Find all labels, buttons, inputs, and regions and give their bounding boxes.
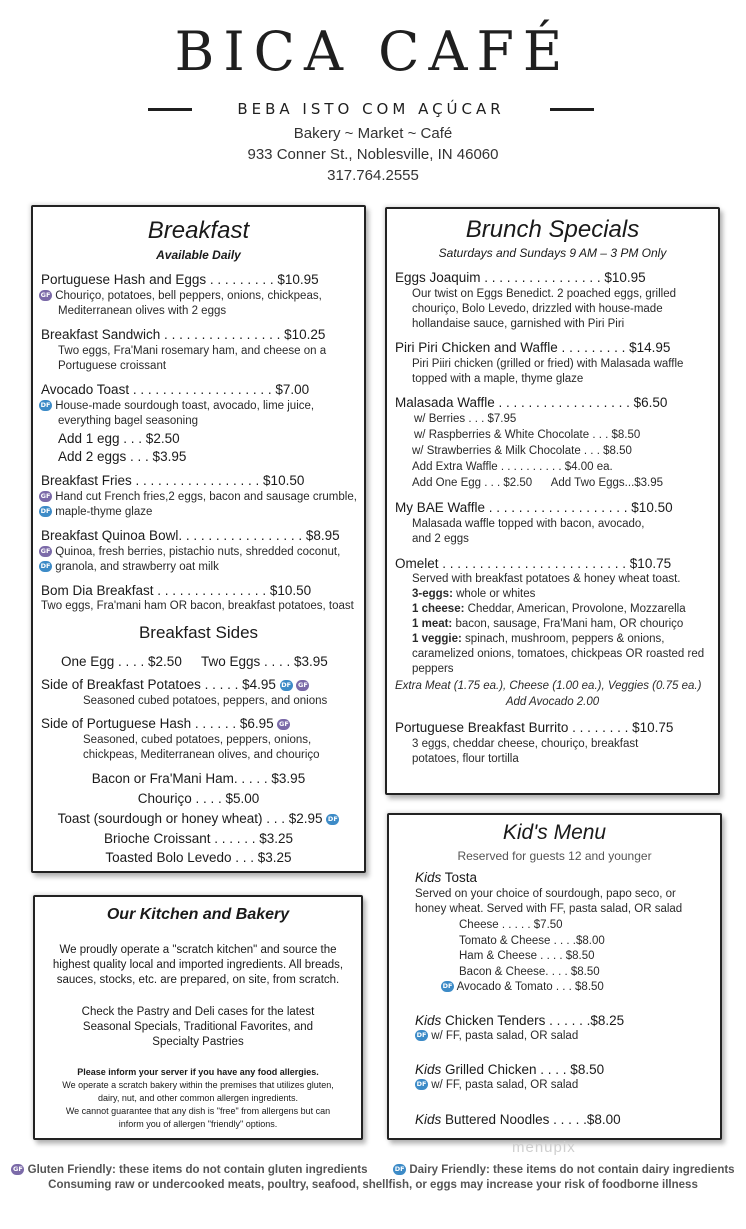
menu-item-omelet: Omelet . . . . . . . . . . . . . . . . . . . . . . . . . $10.75 — [395, 556, 672, 571]
side-bolo-levedo: Toasted Bolo Levedo . . . $3.25 — [105, 850, 292, 865]
item-desc: and 2 eggs — [412, 533, 469, 545]
omelet-veggie: 1 veggie: spinach, mushroom, peppers & onions, — [412, 633, 665, 645]
menu-item-eggs-joaquim: Eggs Joaquim . . . . . . . . . . . . . . . . $10.95 — [395, 270, 646, 285]
kids-item-buttered-noodles: Kids Buttered Noodles . . . . .$8.00 — [415, 1112, 621, 1127]
business-type: Bakery ~ Market ~ Café — [293, 125, 453, 142]
malasada-option: w/ Raspberries & White Chocolate . . . $8.50 — [414, 429, 641, 441]
item-desc: GF Quinoa, fresh berries, pistachio nuts, shredded coconut, — [40, 546, 341, 558]
dairy-friendly-icon: DF — [40, 562, 51, 571]
kids-menu-subtitle: Reserved for guests 12 and younger — [457, 849, 652, 863]
item-desc: Seasoned, cubed potatoes, peppers, onions, — [83, 734, 312, 746]
kitchen-text: We proudly operate a "scratch kitchen" and source the — [59, 944, 337, 956]
gluten-friendly-icon: GF — [298, 680, 308, 689]
gluten-friendly-legend: Gluten Friendly: these items do not contain gluten ingredients — [27, 1164, 368, 1176]
item-desc: everything bagel seasoning — [58, 415, 199, 427]
side-brioche: Brioche Croissant . . . . . . $3.25 — [103, 831, 294, 846]
kitchen-bakery-section — [33, 895, 363, 1140]
item-desc: Two eggs, Fra'mani ham OR bacon, breakfast potatoes, toast — [41, 600, 354, 612]
kitchen-title: Our Kitchen and Bakery — [106, 906, 290, 923]
item-desc: DF w/ FF, pasta salad, OR salad — [416, 1079, 579, 1091]
brunch-section — [385, 207, 720, 795]
item-desc: peppers — [412, 663, 454, 675]
phone: 317.764.2555 — [327, 167, 419, 184]
gluten-friendly-icon: GF — [13, 1165, 23, 1174]
item-desc: caramelized onions, tomatoes, chickpeas OR roasted red — [412, 648, 705, 660]
malasada-option: w/ Strawberries & Milk Chocolate . . . $8.50 — [412, 445, 632, 457]
gluten-friendly-icon: GF — [279, 719, 289, 728]
menu-item-piri-piri-chicken-waffle: Piri Piri Chicken and Waffle . . . . . . . . . $14.95 — [395, 340, 671, 355]
side-toast: Toast (sourdough or honey wheat) . . . $2.95 DF — [57, 811, 338, 826]
tosta-option: Cheese . . . . . $7.50 — [459, 919, 563, 931]
omelet-avocado: Add Avocado 2.00 — [505, 696, 600, 708]
menu-header — [0, 0, 746, 195]
menu-item-avocado-toast: Avocado Toast . . . . . . . . . . . . . . . . . . . $7.00 — [41, 382, 310, 397]
menu-item-quinoa-bowl: Breakfast Quinoa Bowl. . . . . . . . . . . . . . . . . $8.95 — [41, 528, 340, 543]
dairy-friendly-icon: DF — [40, 401, 51, 410]
dairy-friendly-icon: DF — [327, 814, 338, 823]
item-desc: chickpeas, Mediterranean olives, and chouriço — [83, 749, 320, 761]
item-desc: GF Chouriço, potatoes, bell peppers, onions, chickpeas, — [40, 290, 322, 302]
item-desc: Mediterranean olives with 2 eggs — [58, 305, 227, 317]
side-chourico: Chouriço . . . . $5.00 — [137, 791, 260, 806]
tagline-rule-left — [148, 108, 192, 111]
add-one-egg: Add 1 egg . . . $2.50 — [58, 431, 180, 446]
menu-item-breakfast-sandwich: Breakfast Sandwich . . . . . . . . . . . . . . . . $10.25 — [41, 327, 326, 342]
item-desc: GF Hand cut French fries,2 eggs, bacon and sausage crumble, — [40, 491, 357, 503]
allergy-text: inform you of allergen "friendly" options. — [118, 1119, 278, 1129]
side-bacon-ham: Bacon or Fra'Mani Ham. . . . . $3.95 — [91, 771, 306, 786]
breakfast-section — [31, 205, 366, 873]
side-two-eggs: Two Eggs . . . . $3.95 — [201, 654, 328, 669]
kids-menu-title: Kid's Menu — [502, 821, 607, 844]
allergy-notice: Please inform your server if you have any food allergies. — [77, 1067, 319, 1077]
breakfast-title: Breakfast — [147, 217, 250, 244]
omelet-eggs: 3-eggs: whole or whites — [412, 588, 536, 600]
tagline-rule-right — [550, 108, 594, 111]
tosta-option: Ham & Cheese . . . . $8.50 — [459, 950, 595, 962]
menu-item-breakfast-fries: Breakfast Fries . . . . . . . . . . . . . . . . . $10.50 — [41, 473, 305, 488]
gluten-friendly-icon: GF — [40, 291, 51, 300]
side-one-egg: One Egg . . . . $2.50 — [61, 654, 182, 669]
item-desc: Our twist on Eggs Benedict. 2 poached eggs, grilled — [412, 288, 677, 300]
allergy-text: We cannot guarantee that any dish is "free" from allergens but can — [65, 1106, 331, 1116]
malasada-option: Add Extra Waffle . . . . . . . . . . $4.00 ea. — [412, 461, 613, 473]
kitchen-text: Specialty Pastries — [152, 1036, 244, 1048]
menu-item-malasada-waffle: Malasada Waffle . . . . . . . . . . . . . . . . . . $6.50 — [395, 395, 668, 410]
allergy-text: We operate a scratch bakery within the premises that utilizes gluten, — [62, 1080, 334, 1090]
dairy-friendly-icon: DF — [416, 1031, 427, 1040]
side-portuguese-hash: Side of Portuguese Hash . . . . . . $6.95 GF — [41, 716, 289, 731]
dairy-friendly-icon: DF — [442, 982, 453, 991]
malasada-option: Add One Egg . . . $2.50 Add Two Eggs...$3.95 — [412, 477, 664, 489]
menu-item-breakfast-burrito: Portuguese Breakfast Burrito . . . . . . . . $10.75 — [395, 720, 674, 735]
gluten-friendly-icon: GF — [40, 547, 51, 556]
item-desc: potatoes, flour tortilla — [412, 753, 519, 765]
dairy-friendly-icon: DF — [416, 1080, 427, 1089]
dairy-friendly-legend: Dairy Friendly: these items do not contain dairy ingredients — [409, 1164, 735, 1176]
item-desc: Served with breakfast potatoes & honey wheat toast. — [412, 573, 681, 585]
item-desc: DF granola, and strawberry oat milk — [40, 561, 219, 573]
item-desc: topped with a maple, thyme glaze — [412, 373, 584, 385]
menu-item-bom-dia: Bom Dia Breakfast . . . . . . . . . . . . . . . $10.50 — [41, 583, 312, 598]
item-desc: DF House-made sourdough toast, avocado, lime juice, — [40, 400, 315, 412]
menu-item-my-bae-waffle: My BAE Waffle . . . . . . . . . . . . . . . . . . . $10.50 — [395, 500, 673, 515]
allergy-text: dairy, nut, and other common allergen ingredients. — [98, 1093, 298, 1103]
item-desc: honey wheat. Served with FF, pasta salad, OR salad — [415, 903, 683, 915]
dairy-friendly-icon: DF — [281, 680, 292, 689]
foodborne-warning: Consuming raw or undercooked meats, poultry, seafood, shellfish, or eggs may increase your risk of foodborne illness — [48, 1179, 698, 1191]
malasada-option: w/ Berries . . . $7.95 — [414, 413, 517, 425]
watermark: menupix — [512, 1139, 576, 1156]
side-breakfast-potatoes: Side of Breakfast Potatoes . . . . . $4.95 DF GF — [41, 677, 308, 692]
tagline-row — [148, 100, 594, 118]
allergen-legend — [0, 1163, 746, 1178]
breakfast-subtitle: Available Daily — [156, 248, 241, 262]
item-desc: Portuguese croissant — [58, 360, 167, 372]
dairy-friendly-icon: DF — [40, 507, 51, 516]
breakfast-sides-title: Breakfast Sides — [138, 623, 259, 642]
tosta-option: Bacon & Cheese. . . . $8.50 — [459, 966, 600, 978]
omelet-extras: Extra Meat (1.75 ea.), Cheese (1.00 ea.), Veggies (0.75 ea.) — [395, 680, 702, 692]
tosta-option: Tomato & Cheese . . . .$8.00 — [459, 935, 605, 947]
kitchen-text: Check the Pastry and Deli cases for the latest — [81, 1006, 315, 1018]
kids-item-chicken-tenders: Kids Chicken Tenders . . . . . .$8.25 — [415, 1013, 625, 1028]
add-two-eggs: Add 2 eggs . . . $3.95 — [58, 449, 187, 464]
item-desc: chouriço, Bolo Levedo, drizzled with house-made — [412, 303, 663, 315]
tagline: BEBA ISTO COM AÇÚCAR — [237, 100, 505, 118]
kitchen-text: sauces, stocks, etc. are prepared, on site, from scratch. — [56, 974, 340, 986]
item-desc: DF w/ FF, pasta salad, OR salad — [416, 1030, 579, 1042]
tosta-option: DF Avocado & Tomato . . . $8.50 — [442, 981, 604, 993]
brand-title: BICA CAFÉ — [174, 20, 572, 83]
item-desc: 3 eggs, cheddar cheese, chouriço, breakfast — [412, 738, 639, 750]
address: 933 Conner St., Noblesville, IN 46060 — [247, 146, 499, 163]
item-desc: Two eggs, Fra'Mani rosemary ham, and cheese on a — [58, 345, 327, 357]
item-desc: Malasada waffle topped with bacon, avocado, — [412, 518, 645, 530]
item-desc: hollandaise sauce, garnished with Piri Piri — [412, 318, 625, 330]
kids-item-grilled-chicken: Kids Grilled Chicken . . . . $8.50 — [415, 1062, 605, 1077]
kitchen-text: highest quality local and imported ingredients. All breads, — [52, 959, 344, 971]
item-desc: Piri Piiri chicken (grilled or fried) with Malasada waffle — [412, 358, 684, 370]
brunch-title: Brunch Specials — [465, 216, 640, 243]
kitchen-text: Seasonal Specials, Traditional Favorites, and — [82, 1021, 314, 1033]
dairy-friendly-icon: DF — [394, 1165, 405, 1174]
gluten-friendly-icon: GF — [40, 492, 51, 501]
kids-item-tosta: Kids Tosta — [415, 870, 478, 885]
omelet-meat: 1 meat: bacon, sausage, Fra'Mani ham, OR chouriço — [412, 618, 684, 630]
menu-item-portuguese-hash: Portuguese Hash and Eggs . . . . . . . . . $10.95 — [41, 272, 319, 287]
item-desc: Seasoned cubed potatoes, peppers, and onions — [83, 695, 328, 707]
brunch-subtitle: Saturdays and Sundays 9 AM – 3 PM Only — [438, 246, 667, 260]
item-desc: Served on your choice of sourdough, papo seco, or — [415, 888, 676, 900]
omelet-cheese: 1 cheese: Cheddar, American, Provolone, Mozzarella — [412, 603, 686, 615]
item-desc: DF maple-thyme glaze — [40, 506, 153, 518]
kids-menu-section — [387, 813, 722, 1140]
